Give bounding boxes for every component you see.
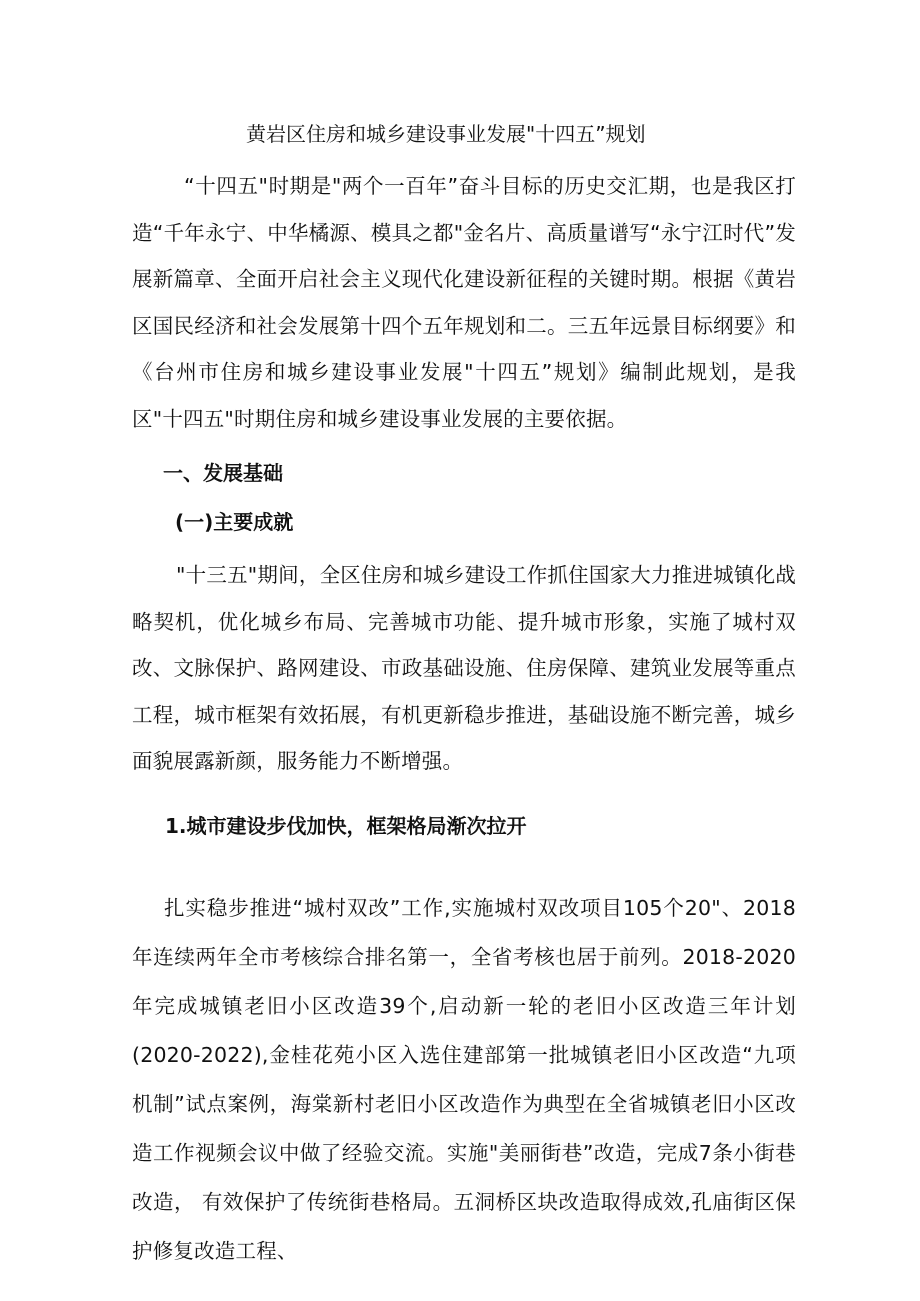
urban-construction-paragraph: 扎实稳步推进“城村双改”工作,实施城村双改项目105个20"、2018年连续两年全市考核综合排名第一，全省考核也居于前列。2018-2020年完成城镇老旧小区改造39个,启动新一轮的老旧小区改造三年计划(2020-2022),金桂花苑小区入选住建部第一批城镇老旧小区改造“九项机制”试点案例，海棠新村老旧小区改造作为典型在全省城镇老旧小区改造工作视频会议中做了经验交流。实施"美丽街巷”改造，完成7条小街巷改造， 有效保护了传统街巷格局。五洞桥区块改造取得成效,孔庙街区保护修复改造工程、 — [132, 896, 796, 1263]
intro-paragraph: “十四五"时期是"两个一百年”奋斗目标的历史交汇期，也是我区打造“千年永宁、中华橘源、模具之都"金名片、高质量谱写“永宁江时代”发展新篇章、全面开启社会主义现代化建设新征程的关键时期。根据《黄岩区国民经济和社会发展第十四个五年规划和二。三五年远景目标纲要》和《台州市住房和城乡建设事业发展"十四五”规划》编制此规划，是我区"十四五"时期住房和城乡建设事业发展的主要依据。 — [132, 174, 796, 431]
subsection-heading-main-achievements: (一)主要成就 — [175, 510, 294, 534]
document-title: 黄岩区住房和城乡建设事业发展"十四五”规划 — [246, 122, 646, 146]
achievements-paragraph: "十三五"期间，全区住房和城乡建设工作抓住国家大力推进城镇化战略契机，优化城乡布局、完善城市功能、提升城市形象，实施了城村双改、文脉保护、路网建设、市政基础设施、住房保障、建筑业发展等重点工程，城市框架有效拓展，有机更新稳步推进，基础设施不断完善，城乡面貌展露新颜，服务能力不断增强。 — [132, 563, 796, 773]
item-heading-urban-construction: 1.城市建设步伐加快，框架格局渐次拉开 — [165, 814, 527, 838]
section-heading-development-basis: 一、发展基础 — [163, 461, 283, 485]
